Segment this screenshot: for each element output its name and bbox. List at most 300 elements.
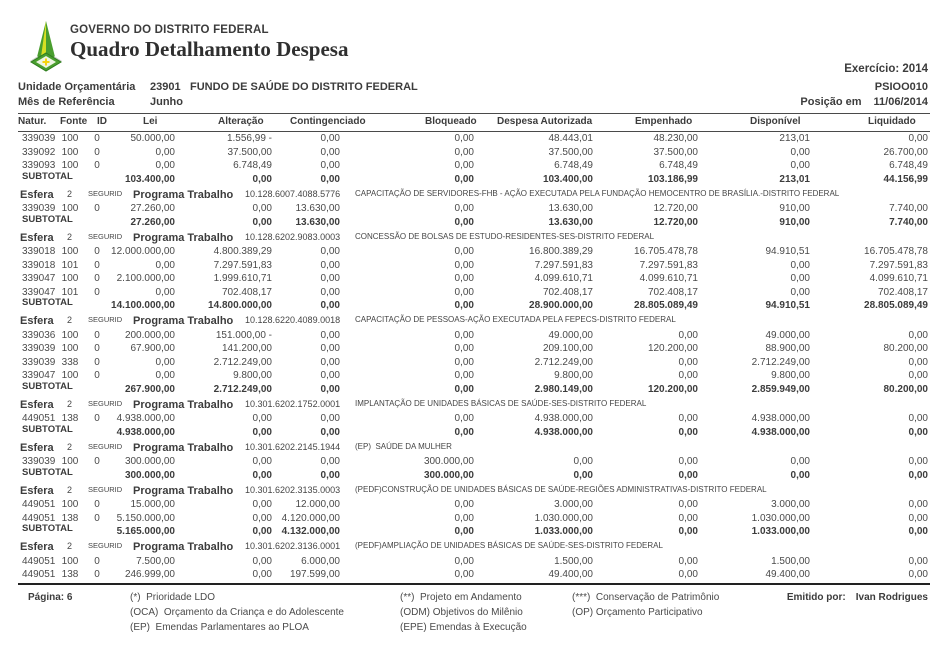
subtotal-liquidado: 0,00 (908, 426, 928, 438)
cell-dispon-vel: 9.800,00 (771, 370, 810, 382)
report-code: PSIOO010 (874, 81, 928, 93)
cell-lei: 0,00 (155, 370, 175, 382)
subtotal-altera-o: 0,00 (252, 216, 272, 228)
cell-despesa-autorizada: 9.800,00 (554, 370, 593, 382)
programa-trabalho-label: Programa Trabalho (133, 398, 234, 411)
subtotal-dispon-vel: 2.859.949,00 (751, 383, 810, 395)
column-header-id: ID (97, 116, 107, 127)
column-header-bloqueado: Bloqueado (425, 116, 477, 127)
cell-liquidado: 0,00 (908, 499, 928, 511)
cell-altera-o: 4.800.389,29 (213, 246, 272, 258)
esfera-label: Esfera (20, 231, 54, 244)
cell-altera-o: 1.999.610,71 (213, 273, 272, 285)
cell-dispon-vel: 213,01 (779, 133, 810, 145)
table-row (0, 342, 949, 356)
cell-contingenciado: 6.000,00 (301, 555, 340, 567)
cell-lei: 27.260,00 (130, 203, 175, 215)
cell-lei: 200.000,00 (124, 329, 175, 341)
table-row (0, 498, 949, 512)
cell-altera-o: 0,00 (252, 413, 272, 425)
cell-bloqueado: 0,00 (454, 259, 474, 271)
programa-trabalho-code: 10.301.6202.2145.1944 (245, 441, 341, 452)
subtotal-lei: 27.260,00 (130, 216, 175, 228)
cell-contingenciado: 0,00 (320, 146, 340, 158)
posicao-value: 11/06/2014 (873, 96, 928, 108)
table-row (0, 329, 949, 343)
cell-natur: 339018 (22, 246, 56, 258)
cell-id: 0 (94, 499, 100, 511)
cell-dispon-vel: 94.910,51 (765, 246, 810, 258)
table-row (0, 568, 949, 582)
cell-fonte: 100 (61, 203, 79, 215)
cell-id: 0 (94, 512, 100, 524)
cell-id: 0 (94, 329, 100, 341)
report-title: Quadro Detalhamento Despesa (70, 37, 349, 61)
cell-altera-o: 37.500,00 (227, 146, 272, 158)
cell-id: 0 (94, 160, 100, 172)
subtotal-bloqueado: 0,00 (454, 426, 474, 438)
cell-bloqueado: 0,00 (454, 370, 474, 382)
cell-id: 0 (94, 246, 100, 258)
cell-altera-o: 9.800,00 (233, 370, 272, 382)
cell-natur: 449051 (22, 555, 56, 567)
programa-trabalho-code: 10.128.6202.9083.0003 (245, 231, 341, 242)
subtotal-despesa-autorizada: 103.400,00 (542, 173, 593, 185)
subtotal-liquidado: 0,00 (908, 526, 928, 538)
cell-lei: 0,00 (155, 356, 175, 368)
subtotal-contingenciado: 4.132.000,00 (281, 526, 340, 538)
cell-despesa-autorizada: 4.099.610,71 (534, 273, 593, 285)
cell-despesa-autorizada: 3.000,00 (554, 499, 593, 511)
cell-empenhado: 0,00 (678, 456, 698, 468)
cell-dispon-vel: 49.000,00 (765, 329, 810, 341)
subtotal-dispon-vel: 4.938.000,00 (751, 426, 810, 438)
subtotal-despesa-autorizada: 2.980.149,00 (534, 383, 593, 395)
cell-natur: 339018 (22, 259, 56, 271)
cell-fonte: 100 (61, 160, 79, 172)
subtotal-empenhado: 12.720,00 (653, 216, 698, 228)
cell-despesa-autorizada: 16.800.389,29 (529, 246, 593, 258)
cell-natur: 339047 (22, 273, 56, 285)
cell-natur: 339092 (22, 146, 56, 158)
subtotal-row (0, 380, 949, 397)
cell-empenhado: 6.748,49 (659, 160, 698, 172)
cell-contingenciado: 0,00 (320, 259, 340, 271)
table-row (0, 369, 949, 383)
cell-liquidado: 16.705.478,78 (864, 246, 928, 258)
subtotal-empenhado: 103.186,99 (647, 173, 698, 185)
cell-empenhado: 48.230,00 (653, 133, 698, 145)
cell-dispon-vel: 0,00 (790, 286, 810, 298)
unidade-name: FUNDO DE SAÚDE DO DISTRITO FEDERAL (190, 81, 418, 93)
cell-contingenciado: 0,00 (320, 456, 340, 468)
esfera-regime: SEGURID (88, 398, 123, 408)
cell-lei: 0,00 (155, 286, 175, 298)
subtotal-bloqueado: 300.000,00 (423, 469, 474, 481)
cell-despesa-autorizada: 1.030.000,00 (534, 512, 593, 524)
cell-lei: 2.100.000,00 (116, 273, 175, 285)
cell-bloqueado: 300.000,00 (423, 456, 474, 468)
table-row (0, 146, 949, 160)
subtotal-altera-o: 0,00 (252, 173, 272, 185)
esfera-value: 2 (67, 398, 73, 409)
esfera-value: 2 (67, 541, 73, 551)
subtotal-row (0, 170, 949, 187)
cell-altera-o: 2.712.249,00 (213, 356, 272, 368)
cell-empenhado: 4.099.610,71 (639, 273, 698, 285)
programa-trabalho-label: Programa Trabalho (133, 484, 234, 497)
subtotal-despesa-autorizada: 0,00 (573, 469, 593, 481)
subtotal-lei: 267.900,00 (124, 383, 175, 395)
cell-liquidado: 702.408,17 (877, 286, 928, 298)
esfera-regime: SEGURID (88, 441, 123, 451)
cell-liquidado: 0,00 (908, 413, 928, 425)
table-row (0, 202, 949, 216)
cell-bloqueado: 0,00 (454, 329, 474, 341)
subtotal-bloqueado: 0,00 (454, 216, 474, 228)
cell-fonte: 338 (61, 356, 79, 368)
cell-despesa-autorizada: 48.443,01 (548, 133, 593, 145)
subtotal-label: SUBTOTAL (22, 523, 73, 535)
esfera-label: Esfera (20, 541, 54, 553)
mes-referencia-label: Mês de Referência (18, 96, 115, 108)
subtotal-empenhado: 28.805.089,49 (634, 300, 698, 312)
cell-id: 0 (94, 370, 100, 382)
cell-id: 0 (94, 456, 100, 468)
cell-altera-o: 702.408,17 (221, 286, 272, 298)
cell-bloqueado: 0,00 (454, 569, 474, 581)
cell-liquidado: 0,00 (908, 133, 928, 145)
cell-despesa-autorizada: 702.408,17 (542, 286, 593, 298)
cell-fonte: 138 (61, 569, 79, 581)
cell-despesa-autorizada: 0,00 (573, 456, 593, 468)
subtotal-label: SUBTOTAL (22, 213, 73, 225)
cell-dispon-vel: 1.030.000,00 (751, 512, 810, 524)
gdf-logo-icon (27, 20, 65, 78)
subtotal-label: SUBTOTAL (22, 297, 73, 309)
table-header-row (0, 114, 949, 131)
cell-contingenciado: 0,00 (320, 413, 340, 425)
cell-contingenciado: 0,00 (320, 246, 340, 258)
cell-bloqueado: 0,00 (454, 343, 474, 355)
cell-despesa-autorizada: 37.500,00 (548, 146, 593, 158)
cell-id: 0 (94, 146, 100, 158)
cell-despesa-autorizada: 4.938.000,00 (534, 413, 593, 425)
cell-dispon-vel: 0,00 (790, 456, 810, 468)
esfera-row (0, 482, 949, 498)
column-header-natur: Natur. (18, 116, 47, 127)
cell-id: 0 (94, 259, 100, 271)
cell-fonte: 101 (61, 286, 79, 298)
mes-referencia-value: Junho (150, 96, 183, 108)
programa-trabalho-desc: (PEDF)AMPLIAÇÃO DE UNIDADES BÁSICAS DE SAÚDE-SES-DISTRITO FEDERAL (355, 541, 663, 550)
cell-lei: 15.000,00 (130, 499, 175, 511)
column-header-fonte: Fonte (60, 116, 88, 127)
cell-altera-o: 151.000,00 - (215, 329, 272, 341)
programa-trabalho-label: Programa Trabalho (133, 188, 234, 201)
cell-bloqueado: 0,00 (454, 273, 474, 285)
cell-natur: 339036 (22, 329, 56, 341)
subtotal-liquidado: 28.805.089,49 (864, 300, 928, 312)
cell-lei: 7.500,00 (136, 555, 175, 567)
cell-bloqueado: 0,00 (454, 286, 474, 298)
cell-fonte: 100 (61, 246, 79, 258)
government-name: GOVERNO DO DISTRITO FEDERAL (70, 24, 269, 36)
cell-id: 0 (94, 555, 100, 567)
cell-bloqueado: 0,00 (454, 203, 474, 215)
esfera-row (0, 186, 949, 202)
esfera-label: Esfera (20, 441, 54, 454)
cell-altera-o: 6.748,49 (233, 160, 272, 172)
cell-lei: 4.938.000,00 (116, 413, 175, 425)
cell-empenhado: 0,00 (678, 413, 698, 425)
cell-id: 0 (94, 133, 100, 145)
subtotal-despesa-autorizada: 1.033.000,00 (534, 526, 593, 538)
esfera-regime: SEGURID (88, 541, 123, 550)
cell-empenhado: 0,00 (678, 499, 698, 511)
cell-despesa-autorizada: 209.100,00 (542, 343, 593, 355)
cell-contingenciado: 0,00 (320, 160, 340, 172)
cell-empenhado: 7.297.591,83 (639, 259, 698, 271)
esfera-regime: SEGURID (88, 188, 123, 198)
cell-lei: 0,00 (155, 160, 175, 172)
cell-lei: 50.000,00 (130, 133, 175, 145)
esfera-row (0, 229, 949, 245)
subtotal-liquidado: 7.740,00 (889, 216, 928, 228)
cell-lei: 5.150.000,00 (116, 512, 175, 524)
column-header-empenhado: Empenhado (635, 116, 693, 127)
esfera-label: Esfera (20, 188, 54, 201)
cell-liquidado: 0,00 (908, 512, 928, 524)
cell-natur: 449051 (22, 413, 56, 425)
cell-id: 0 (94, 569, 100, 581)
programa-trabalho-desc: CAPACITAÇÃO DE PESSOAS-AÇÃO EXECUTADA PELA FEPECS-DISTRITO FEDERAL (355, 315, 676, 324)
table-row (0, 132, 949, 146)
programa-trabalho-code: 10.301.6202.3135.0003 (245, 484, 341, 495)
cell-lei: 300.000,00 (124, 456, 175, 468)
programa-trabalho-code: 10.128.6220.4089.0018 (245, 315, 341, 325)
subtotal-label: SUBTOTAL (22, 466, 73, 478)
column-header-contingenciado: Contingenciado (290, 116, 366, 127)
cell-dispon-vel: 1.500,00 (771, 555, 810, 567)
cell-contingenciado: 0,00 (320, 286, 340, 298)
table-row (0, 412, 949, 426)
subtotal-altera-o: 0,00 (252, 426, 272, 438)
cell-altera-o: 0,00 (252, 569, 272, 581)
cell-contingenciado: 12.000,00 (295, 499, 340, 511)
cell-dispon-vel: 4.938.000,00 (751, 413, 810, 425)
report-header (0, 0, 949, 80)
subtotal-liquidado: 80.200,00 (883, 383, 928, 395)
cell-natur: 339039 (22, 343, 56, 355)
table-row (0, 555, 949, 569)
subtotal-row (0, 299, 949, 313)
esfera-value: 2 (67, 441, 73, 452)
cell-fonte: 138 (61, 512, 79, 524)
cell-bloqueado: 0,00 (454, 133, 474, 145)
programa-trabalho-desc: CAPACITAÇÃO DE SERVIDORES-FHB - AÇÃO EXECUTADA PELA FUNDAÇÃO HEMOCENTRO DE BRASÍLIA.-DISTRITO FEDERAL (355, 188, 840, 198)
cell-despesa-autorizada: 2.712.249,00 (534, 356, 593, 368)
cell-contingenciado: 0,00 (320, 370, 340, 382)
legend-item: (*) Prioridade LDO (130, 591, 216, 603)
posicao-label: Posição em (800, 96, 862, 108)
cell-fonte: 100 (61, 273, 79, 285)
cell-bloqueado: 0,00 (454, 512, 474, 524)
cell-altera-o: 0,00 (252, 456, 272, 468)
subtotal-dispon-vel: 94.910,51 (765, 300, 810, 312)
cell-empenhado: 0,00 (678, 370, 698, 382)
cell-natur: 339093 (22, 160, 56, 172)
legend-item: (***) Conservação de Patrimônio (572, 591, 720, 603)
subtotal-row (0, 423, 949, 440)
cell-bloqueado: 0,00 (454, 499, 474, 511)
cell-empenhado: 120.200,00 (647, 343, 698, 355)
cell-lei: 0,00 (155, 146, 175, 158)
cell-bloqueado: 0,00 (454, 555, 474, 567)
table-row (0, 512, 949, 526)
table-row (0, 286, 949, 300)
cell-contingenciado: 0,00 (320, 273, 340, 285)
subtotal-empenhado: 120.200,00 (647, 383, 698, 395)
unidade-code: 23901 (150, 81, 181, 93)
cell-dispon-vel: 910,00 (779, 203, 810, 215)
cell-fonte: 100 (61, 343, 79, 355)
cell-id: 0 (94, 273, 100, 285)
programa-trabalho-label: Programa Trabalho (133, 541, 234, 553)
column-header-despesa-autorizada: Despesa Autorizada (497, 116, 593, 127)
cell-dispon-vel: 0,00 (790, 146, 810, 158)
programa-trabalho-desc: (PEDF)CONSTRUÇÃO DE UNIDADES BÁSICAS DE SAÚDE-REGIÕES ADMINISTRATIVAS-DISTRITO FEDERAL (355, 484, 767, 494)
programa-trabalho-desc: (EP) SAÚDE DA MULHER (355, 441, 452, 451)
cell-fonte: 100 (61, 456, 79, 468)
cell-natur: 339039 (22, 203, 56, 215)
subtotal-despesa-autorizada: 13.630,00 (548, 216, 593, 228)
subtotal-row (0, 525, 949, 539)
subtotal-row (0, 466, 949, 483)
cell-bloqueado: 0,00 (454, 146, 474, 158)
cell-dispon-vel: 3.000,00 (771, 499, 810, 511)
cell-bloqueado: 0,00 (454, 356, 474, 368)
cell-lei: 12.000.000,00 (111, 246, 175, 258)
cell-dispon-vel: 49.400,00 (765, 569, 810, 581)
cell-empenhado: 37.500,00 (653, 146, 698, 158)
table-body (0, 132, 949, 582)
cell-id: 0 (94, 343, 100, 355)
cell-empenhado: 0,00 (678, 569, 698, 581)
cell-natur: 339039 (22, 356, 56, 368)
cell-empenhado: 0,00 (678, 512, 698, 524)
report-footer (0, 585, 949, 670)
subtotal-liquidado: 0,00 (908, 469, 928, 481)
cell-liquidado: 0,00 (908, 370, 928, 382)
cell-fonte: 101 (61, 259, 79, 271)
cell-liquidado: 0,00 (908, 356, 928, 368)
cell-liquidado: 80.200,00 (883, 343, 928, 355)
cell-empenhado: 0,00 (678, 329, 698, 341)
cell-fonte: 100 (61, 370, 79, 382)
table-row (0, 245, 949, 259)
subtotal-liquidado: 44.156,99 (883, 173, 928, 185)
column-header-dispon-vel: Disponível (750, 116, 801, 127)
subtotal-contingenciado: 0,00 (320, 426, 340, 438)
subtotal-contingenciado: 0,00 (320, 383, 340, 395)
legend-item: (EPE) Emendas à Execução (400, 621, 527, 633)
esfera-row (0, 313, 949, 329)
cell-lei: 67.900,00 (130, 343, 175, 355)
esfera-regime: SEGURID (88, 315, 123, 324)
subtotal-dispon-vel: 1.033.000,00 (751, 526, 810, 538)
cell-empenhado: 702.408,17 (647, 286, 698, 298)
cell-liquidado: 7.297.591,83 (869, 259, 928, 271)
cell-natur: 449051 (22, 512, 56, 524)
subtotal-bloqueado: 0,00 (454, 526, 474, 538)
subtotal-lei: 5.165.000,00 (116, 526, 175, 538)
cell-fonte: 100 (61, 555, 79, 567)
emitted-by-label: Emitido por: (786, 591, 846, 603)
programa-trabalho-desc: CONCESSÃO DE BOLSAS DE ESTUDO-RESIDENTES-SES-DISTRITO FEDERAL (355, 231, 655, 241)
subtotal-altera-o: 14.800.000,00 (208, 300, 272, 312)
cell-fonte: 100 (61, 499, 79, 511)
subtotal-despesa-autorizada: 4.938.000,00 (534, 426, 593, 438)
esfera-row (0, 439, 949, 455)
cell-bloqueado: 0,00 (454, 413, 474, 425)
legend-item: (ODM) Objetivos do Milênio (400, 606, 523, 618)
legend-item: (OP) Orçamento Participativo (572, 606, 703, 618)
cell-dispon-vel: 0,00 (790, 273, 810, 285)
esfera-regime: SEGURID (88, 231, 123, 241)
subtotal-label: SUBTOTAL (22, 380, 73, 392)
cell-altera-o: 0,00 (252, 512, 272, 524)
cell-liquidado: 7.740,00 (889, 203, 928, 215)
column-header-altera-o: Alteração (218, 116, 264, 127)
table-row (0, 259, 949, 273)
cell-bloqueado: 0,00 (454, 160, 474, 172)
subtotal-bloqueado: 0,00 (454, 173, 474, 185)
cell-dispon-vel: 88.900,00 (765, 343, 810, 355)
cell-contingenciado: 0,00 (320, 343, 340, 355)
cell-liquidado: 0,00 (908, 555, 928, 567)
cell-fonte: 100 (61, 146, 79, 158)
programa-trabalho-code: 10.301.6202.1752.0001 (245, 398, 341, 409)
cell-liquidado: 6.748,49 (889, 160, 928, 172)
cell-natur: 449051 (22, 569, 56, 581)
programa-trabalho-label: Programa Trabalho (133, 315, 234, 327)
subtotal-bloqueado: 0,00 (454, 383, 474, 395)
cell-fonte: 138 (61, 413, 79, 425)
cell-altera-o: 1.556,99 - (226, 133, 272, 145)
cell-liquidado: 26.700,00 (883, 146, 928, 158)
subtotal-lei: 103.400,00 (124, 173, 175, 185)
cell-dispon-vel: 2.712.249,00 (751, 356, 810, 368)
subtotal-empenhado: 0,00 (678, 469, 698, 481)
cell-altera-o: 0,00 (252, 555, 272, 567)
cell-despesa-autorizada: 1.500,00 (554, 555, 593, 567)
exercicio-year: Exercício: 2014 (844, 63, 928, 75)
cell-despesa-autorizada: 7.297.591,83 (534, 259, 593, 271)
cell-dispon-vel: 0,00 (790, 160, 810, 172)
cell-natur: 339047 (22, 370, 56, 382)
cell-liquidado: 0,00 (908, 329, 928, 341)
subtotal-altera-o: 0,00 (252, 469, 272, 481)
esfera-regime: SEGURID (88, 484, 123, 494)
column-header-liquidado: Liquidado (868, 116, 916, 127)
legend-item: (OCA) Orçamento da Criança e do Adolescente (130, 606, 344, 618)
subtotal-lei: 14.100.000,00 (111, 300, 175, 312)
subtotal-bloqueado: 0,00 (454, 300, 474, 312)
subtotal-contingenciado: 0,00 (320, 300, 340, 312)
subtotal-lei: 4.938.000,00 (116, 426, 175, 438)
table-row (0, 455, 949, 469)
